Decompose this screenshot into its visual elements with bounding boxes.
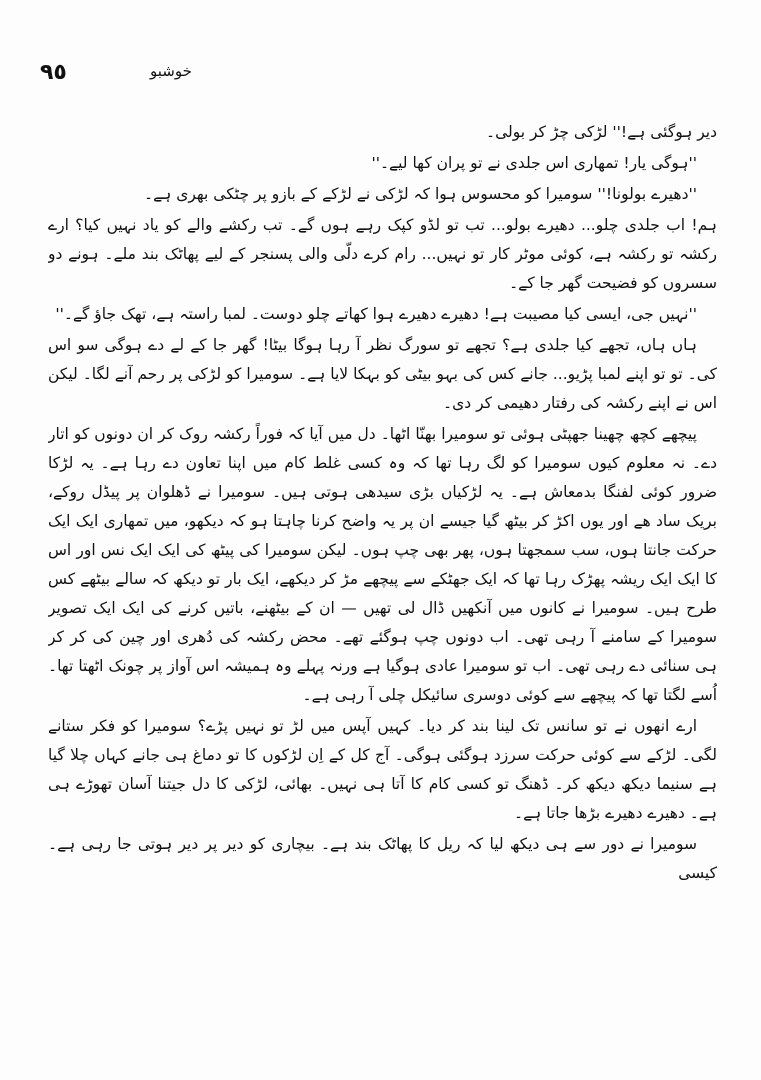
story-text bbox=[48, 118, 717, 1044]
page-number: ٩٥ bbox=[40, 60, 67, 85]
running-title: خوشبو bbox=[150, 62, 192, 80]
paragraph-7: پیچھے کچھ چھینا جھپٹی ہوئی تو سومیرا بھنّا اٹھا۔ دل میں آیا کہ فوراً رکشہ روک کر ان دونوں کو اتار دے۔ نہ معلوم کیوں سومیرا کو لگ رہا تھا کہ وہ کسی غلط کام میں اپنا تعاون دے رہا ہے۔ یہ لڑکا ضرور کوئی لفنگا بدمعاش ہے۔ یہ لڑکیاں بڑی سیدھی ہوتی ہیں۔ سومیرا نے ڈھلوان پر پیڈل روکے، بریک ساد ھے اور یوں اکڑ کر بیٹھ گیا جیسے ان پر یہ واضح کرنا چاہتا ہو کہ دیکھو، میں تمھاری ایک ایک حرکت جانتا ہوں، سب سمجھتا ہوں، پھر بھی چپ ہوں۔ لیکن سومیرا کی پیٹھ کی ایک ایک نس اور اس کا ایک ایک ریشہ پھڑک رہا تھا کہ ایک جھٹکے سے پیچھے مڑ کر دیکھے، ایک بار تو دیکھ کہ سالے بیٹھے کس طرح ہیں۔ سومیرا نے کانوں میں آنکھیں ڈال لی تھیں — ان کے بیٹھنے، باتیں کرنے کی ایک ایک تصویر سومیرا کے سامنے آ رہی تھی۔ اب دونوں چپ ہوگئے تھے۔ محض رکشہ کی دُھری اور چین کی کر کر ہی سنائی دے رہی تھی۔ اب تو سومیرا عادی ہوگیا ہے ورنہ پہلے وہ ہمیشہ اس آواز پر چونک اٹھتا تھا۔ اُسے لگتا تھا کہ پیچھے سے کوئی دوسری سائیکل چلی آ رہی ہے۔ bbox=[48, 425, 717, 704]
paragraph-4: ہم! اب جلدی چلو... دھیرے بولو... تب تو لڈو کپک رہے ہوں گے۔ تب رکشے والے کو یاد نہیں کیا؟ ارے رکشہ تو رکشہ ہے، کوئی موٹر کار تو نہیں... رام کرے دلّی والی پسنجر کے لیے پھاٹک بند ملے۔ ہونے دو سسروں کو فضیحت گھر جا کے۔ bbox=[48, 216, 717, 292]
paragraph-9: سومیرا نے دور سے ہی دیکھ لیا کہ ریل کا پھاٹک بند ہے۔ بیچاری کو دیر پر دیر ہوتی جا رہی ہے۔ کیسی bbox=[48, 835, 717, 882]
paragraph-8: ارے انھوں نے تو سانس تک لینا بند کر دیا۔ کہیں آپس میں لڑ تو نہیں پڑے؟ سومیرا کو فکر ستانے لگی۔ لڑکے سے کوئی حرکت سرزد ہوگئی ہوگی۔ آج کل کے اِن لڑکوں کا تو دماغ ہی جانے کہاں چلا گیا ہے سنیما دیکھ دیکھ کر۔ ڈھنگ تو کسی کام کا آتا ہی نہیں۔ بھائی، لڑکی کا دل جیتنا آسان تھوڑے ہی ہے۔ دھیرے دھیرے بڑھا جاتا ہے۔ bbox=[48, 717, 717, 822]
paragraph-2: ''ہوگی یار! تمھاری اس جلدی نے تو پران کھا لیے۔'' bbox=[371, 154, 697, 172]
page-header bbox=[40, 60, 721, 90]
paragraph-5: ''نہیں جی، ایسی کیا مصیبت ہے! دھیرے دھیرے ہوا کھاتے چلو دوست۔ لمبا راستہ ہے، تھک جاؤ گے۔'' bbox=[55, 305, 697, 323]
paragraph-1: دیر ہوگئی ہے!'' لڑکی چڑ کر بولی۔ bbox=[486, 123, 717, 141]
paragraph-3: ''دھیرے بولونا!'' سومیرا کو محسوس ہوا کہ لڑکی نے لڑکے کے بازو پر چٹکی بھری ہے۔ bbox=[144, 185, 697, 203]
paragraph-6: ہاں ہاں، تجھے کیا جلدی ہے؟ تجھے تو سورگ نظر آ رہا ہوگا بیٹا! گھر جا کے لے دے ہوگی سو اس کی۔ تو تو اپنے لمبا پڑیو... جانے کس کی بہو بیٹی کو بہکا لایا ہے۔ سومیرا کو لڑکی پر رحم آنے لگا۔ لیکن اس نے اپنے رکشہ کی رفتار دھیمی کر دی۔ bbox=[48, 336, 717, 412]
